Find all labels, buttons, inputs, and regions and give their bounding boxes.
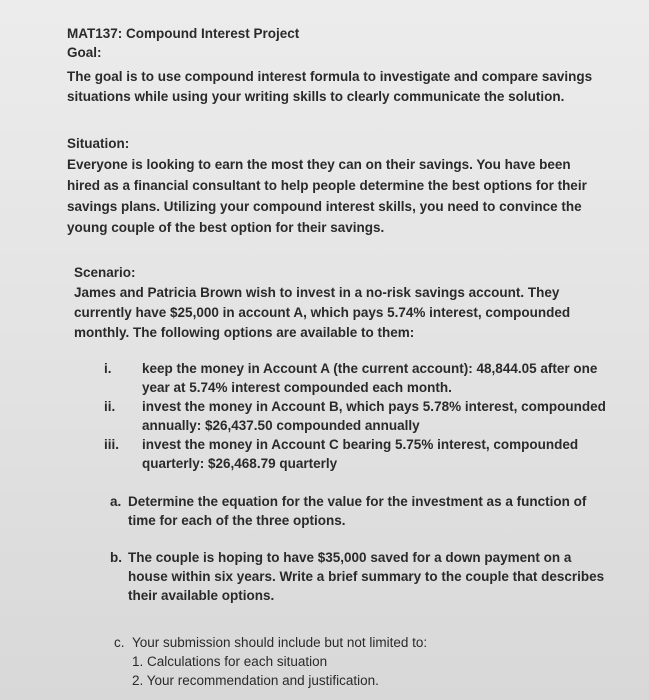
situation-line: Everyone is looking to earn the most they can on their savings. You have been <box>67 157 571 172</box>
task-marker: c. <box>114 635 125 650</box>
situation-line: young couple of the best option for their savings. <box>67 220 385 235</box>
task-line: time for each of the three options. <box>128 513 346 528</box>
option-line: invest the money in Account B, which pays 5.78% interest, compounded <box>142 399 606 414</box>
situation-line: hired as a financial consultant to help people determine the best options for their <box>67 178 587 193</box>
task-line: their available options. <box>128 588 275 603</box>
task-marker: b. <box>110 550 122 565</box>
goal-line: The goal is to use compound interest formula to investigate and compare savings <box>67 69 593 84</box>
task-line: house within six years. Write a brief summary to the couple that describes <box>128 569 605 584</box>
task-line: Determine the equation for the value for the investment as a function of <box>128 494 587 509</box>
option-marker: i. <box>104 361 112 376</box>
situation-label: Situation: <box>67 136 130 151</box>
scenario-label: Scenario: <box>74 265 136 280</box>
situation-line: savings plans. Utilizing your compound interest skills, you need to convince the <box>67 199 582 214</box>
option-marker: ii. <box>104 399 116 414</box>
option-line: quarterly: $26,468.79 quarterly <box>142 456 338 471</box>
task-marker: a. <box>110 494 122 509</box>
document-title: MAT137: Compound Interest Project <box>67 26 300 41</box>
task-line: Your submission should include but not limited to: <box>132 635 428 650</box>
option-line: year at 5.74% interest compounded each month. <box>142 380 452 395</box>
scenario-line: currently have $25,000 in account A, which pays 5.74% interest, compounded <box>74 305 571 320</box>
option-line: annually: $26,437.50 compounded annually <box>142 418 420 433</box>
option-marker: iii. <box>104 437 120 452</box>
scenario-line: James and Patricia Brown wish to invest in a no-risk savings account. They <box>74 285 560 300</box>
goal-label: Goal: <box>67 45 102 60</box>
task-line: The couple is hoping to have $35,000 saved for a down payment on a <box>128 550 572 565</box>
option-line: invest the money in Account C bearing 5.75% interest, compounded <box>142 437 579 452</box>
option-line: keep the money in Account A (the current account): 48,844.05 after one <box>142 361 598 376</box>
goal-line: situations while using your writing skills to clearly communicate the solution. <box>67 89 565 104</box>
scenario-line: monthly. The following options are available to them: <box>74 325 415 340</box>
task-line: 2. Your recommendation and justification. <box>132 673 379 688</box>
task-line: 1. Calculations for each situation <box>132 654 328 669</box>
